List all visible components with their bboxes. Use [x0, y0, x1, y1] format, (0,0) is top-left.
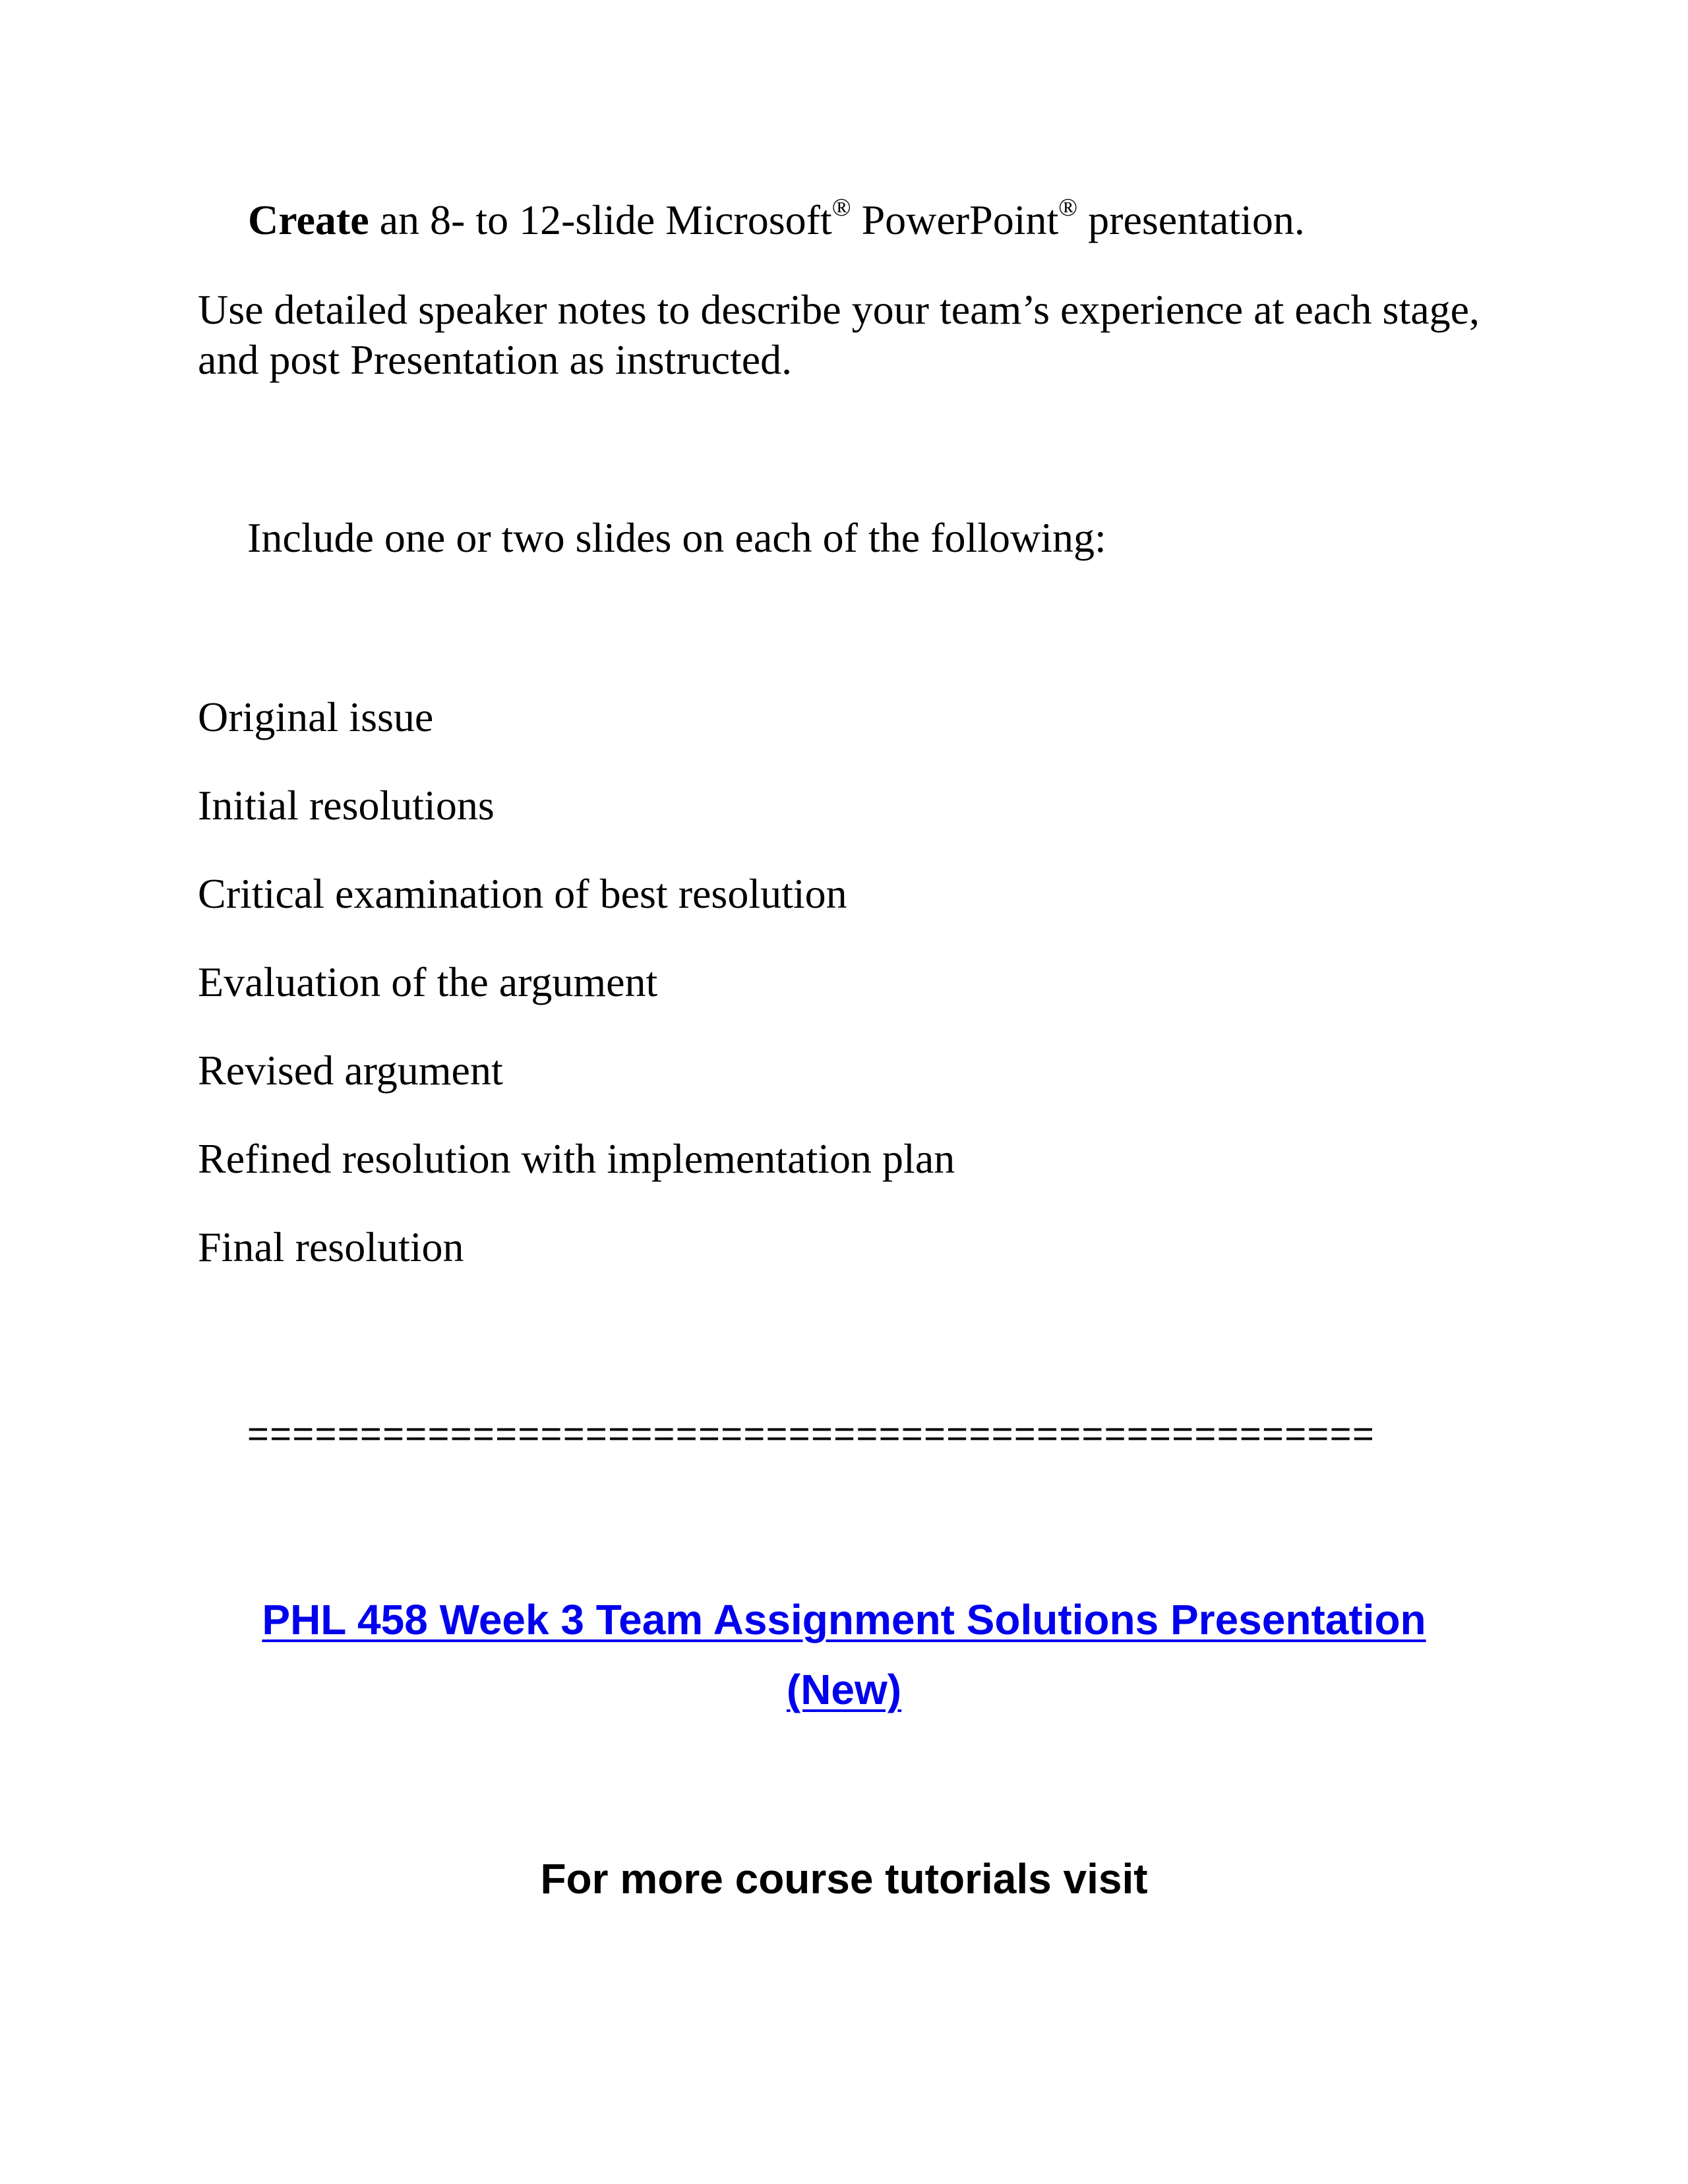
create-text-part-1: an 8- to 12-slide Microsoft: [369, 196, 832, 243]
topic-item: Critical examination of best resolution: [198, 870, 847, 917]
course-link-block: [0, 1585, 1688, 1725]
separator-line: ==================================================: [247, 1413, 1375, 1454]
topic-item: Original issue: [198, 694, 434, 740]
topic-item: Revised argument: [198, 1047, 503, 1094]
course-link-line-2[interactable]: (New): [786, 1666, 902, 1713]
registered-mark-2: ®: [1058, 193, 1078, 221]
speaker-notes-instruction: Use detailed speaker notes to describe your team’s experience at each stage, and post Presentation as instructed.: [198, 286, 1480, 383]
create-instruction: [248, 195, 1305, 245]
create-text-part-2: PowerPoint: [851, 196, 1059, 243]
create-bold-word: Create: [248, 196, 369, 243]
course-link-line-1[interactable]: PHL 458 Week 3 Team Assignment Solutions Presentation: [262, 1596, 1426, 1643]
topic-item: Evaluation of the argument: [198, 959, 658, 1005]
include-instruction: Include one or two slides on each of the following:: [247, 514, 1106, 561]
more-tutorials-text: For more course tutorials visit: [540, 1855, 1148, 1903]
topic-item: Final resolution: [198, 1224, 464, 1270]
registered-mark-1: ®: [831, 193, 851, 221]
topic-item: Refined resolution with implementation plan: [198, 1135, 955, 1182]
create-text-part-3: presentation.: [1077, 196, 1305, 243]
topic-item: Initial resolutions: [198, 782, 495, 829]
